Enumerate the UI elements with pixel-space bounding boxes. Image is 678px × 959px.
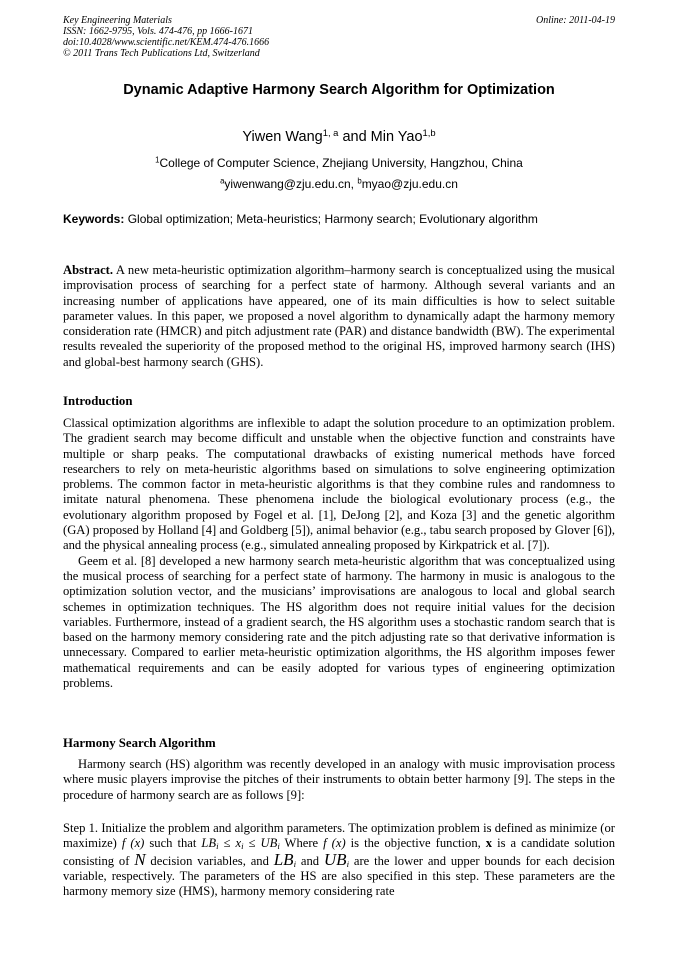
variable-x: x [235, 836, 242, 851]
intro-paragraph-1: Classical optimization algorithms are inflexible to adapt the solution procedure to an optimization problem. The gradient search may become difficult and unstable when the objective function and constraints have multiple or sharp peaks. The computational drawbacks of existing numerical methods have forced researchers to rely on meta-heuristic algorithms based on simulations to solve engineering optimization problems. The common factor in meta-heuristic algorithms is that they combine rules and randomness to imitate natural phenomena. These phenomena include the biological evolutionary process (e.g., the evolutionary algorithm proposed by Fogel et al. [1], DeJong [2], and Koza [3] and the genetic algorithm (GA) proposed by Holland [4] and Goldberg [5]), animal behavior (e.g., tabu search proposed by Glover [6]), and the physical annealing process (e.g., simulated annealing proposed by Kirkpatrick et al. [7]). [63, 416, 615, 553]
symbol-N: N [134, 849, 146, 869]
leq-symbol-1: ≤ [218, 836, 236, 851]
online-date: Online: 2011-04-19 [536, 15, 615, 26]
intro-paragraph-2: Geem et al. [8] developed a new harmony search meta-heuristic algorithm that was conceptualized using the musical process of searching for a perfect state of harmony. The harmony in music is analogous to the optimization solution vector, and the musicians’ improvisations are analogous to local and global search schemes in optimization techniques. The HS algorithm does not require initial values for the decision variables. Furthermore, instead of a gradient search, the HS algorithm uses a stochastic random search that is based on the harmony memory considering rate and the pitch adjusting rate so that derivative information is unnecessary. Compared to earlier meta-heuristic optimization algorithms, the HS algorithm imposes fewer mathematical requirements and can be easily adopted for various types of engineering optimization problems. [63, 553, 615, 691]
index-i: i [346, 858, 350, 869]
paper-title: Dynamic Adaptive Harmony Search Algorithm for Optimization [123, 82, 555, 98]
step1-and: and [296, 853, 324, 868]
step1-text-d: decision variables, and [145, 853, 274, 868]
doi-line: doi:10.4028/www.scientific.net/KEM.474-476.1666 [63, 37, 270, 48]
objective-function: f (x) [121, 836, 145, 851]
author-line [0, 126, 678, 145]
upper-bound-symbol: UB [260, 836, 278, 851]
abstract [63, 263, 615, 370]
index-i: i [241, 841, 244, 852]
lower-bound-lbi: LB [273, 849, 294, 869]
introduction-body [63, 416, 615, 691]
copyright-line: © 2011 Trans Tech Publications Ltd, Switzerland [63, 48, 260, 59]
objective-function-2: f (x) [323, 836, 346, 851]
hs-body [63, 757, 615, 803]
affiliation [0, 156, 678, 170]
issn-line: ISSN: 1662-9795, Vols. 474-476, pp 1666-1671 [63, 26, 253, 37]
abstract-label: Abstract. [63, 263, 114, 277]
section-heading-introduction: Introduction [63, 394, 133, 408]
step1-text-a: Step 1. Initialize the problem and algorithm parameters. The optimization problem is defined as minimize (or maximize) [63, 821, 615, 851]
index-i: i [293, 858, 297, 869]
lower-bound-symbol: LB [201, 836, 217, 851]
email-b-mark: b [357, 176, 362, 186]
affiliation-mark: 1 [155, 155, 160, 165]
emails [0, 177, 678, 191]
journal-header [63, 15, 615, 59]
email-a[interactable]: yiwenwang@zju.edu.cn, [224, 177, 358, 191]
section-heading-harmony-search: Harmony Search Algorithm [63, 736, 216, 750]
author-and: and [338, 129, 371, 145]
journal-name: Key Engineering Materials [63, 15, 172, 26]
solution-vector-x: x [485, 836, 493, 851]
upper-bound-ubi: UB [323, 849, 347, 869]
step1-text-e: are the lower and upper bounds for each decision variable, respectively. The parameters of the HS are also specified in this step. These parameters are the harmony memory size (HMS), harmony memory considering rate [63, 853, 615, 899]
hs-paragraph-1: Harmony search (HS) algorithm was recently developed in an analogy with music improvisation process where music players improvise the pitches of their instruments to obtain better harmony [9]. The steps in the procedure of harmony search are as follows [9]: [63, 757, 615, 802]
hs-step-1 [63, 821, 615, 899]
index-i: i [277, 841, 280, 852]
keywords-text: Global optimization; Meta-heuristics; Harmony search; Evolutionary algorithm [124, 212, 538, 226]
affiliation-text: College of Computer Science, Zhejiang University, Hangzhou, China [159, 156, 523, 170]
email-a-mark: a [220, 176, 225, 186]
keywords [63, 212, 615, 226]
author-2-affil: 1,b [422, 126, 436, 138]
step1-where: Where [279, 836, 324, 851]
step1-text-c: is a candidate solution consisting of [63, 836, 615, 868]
author-1: Yiwen Wang [242, 129, 323, 145]
author-2: Min Yao [370, 129, 423, 145]
step1-text-b: is the objective function, [345, 836, 486, 851]
step1-such-that: such that [144, 836, 202, 851]
abstract-text: A new meta-heuristic optimization algorithm–harmony search is conceptualized using the musical improvisation process of searching for a perfect state of harmony. Although several variants and an increasing number of applications have appeared, one of its main difficulties is how to select suitable parameter values. In this paper, we proposed a novel algorithm to dynamically adapt the harmony memory consideration rate (HMCR) and pitch adjustment rate (PAR) and distance bandwidth (BW). The experimental results revealed the superiority of the proposed method to the original HS, improved harmony search (IHS) and global-best harmony search (GHS). [63, 263, 615, 369]
leq-symbol-2: ≤ [243, 836, 261, 851]
email-b[interactable]: myao@zju.edu.cn [361, 177, 458, 191]
author-1-affil: 1, a [322, 126, 339, 138]
index-i: i [216, 841, 219, 852]
keywords-label: Keywords: [63, 212, 125, 226]
